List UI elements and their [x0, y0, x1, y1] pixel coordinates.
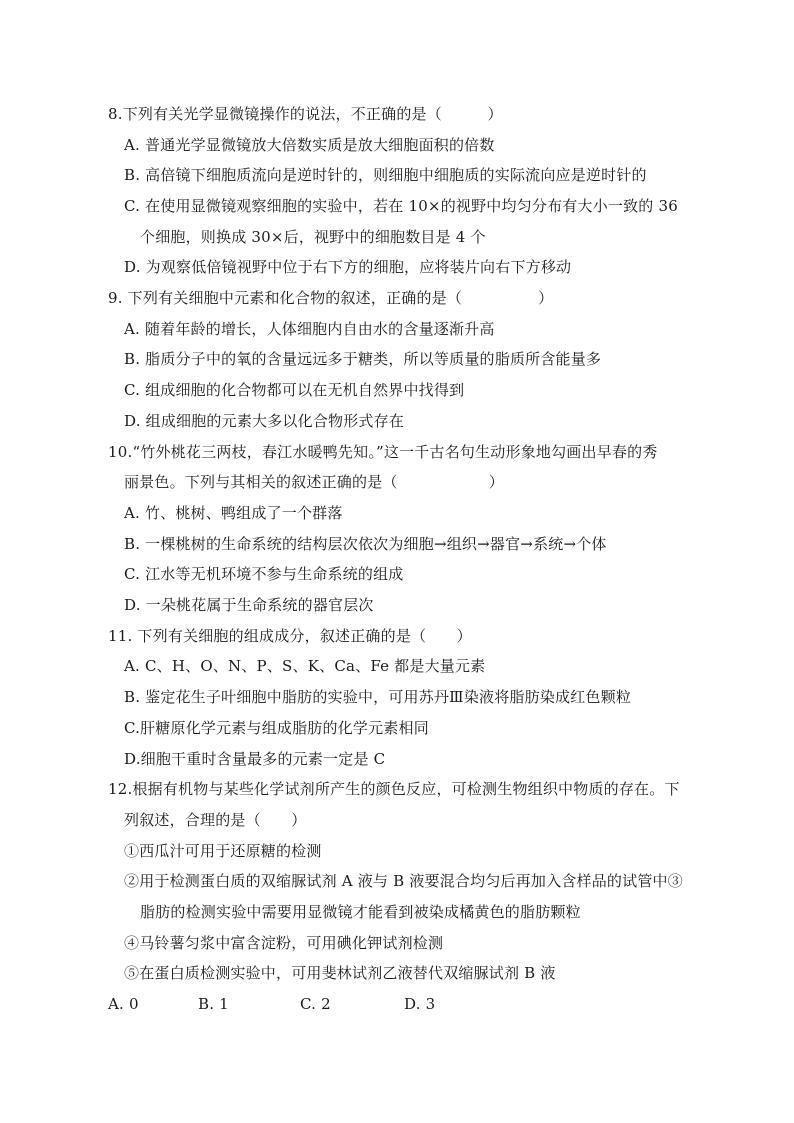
question-12-choice-b: B. 1 — [198, 995, 229, 1013]
question-9-option-d: D. 组成细胞的元素大多以化合物形式存在 — [124, 412, 405, 430]
question-12-item-5: ⑤在蛋白质检测实验中，可用斐林试剂乙液替代双缩脲试剂 B 液 — [124, 964, 556, 982]
question-12-item-4: ④马铃薯匀浆中富含淀粉，可用碘化钾试剂检测 — [124, 934, 444, 952]
question-12-choice-a: A. 0 — [108, 995, 139, 1013]
question-8-option-a: A. 普通光学显微镜放大倍数实质是放大细胞面积的倍数 — [124, 136, 495, 154]
question-8-option-b: B. 高倍镜下细胞质流向是逆时针的，则细胞中细胞质的实际流向应是逆时针的 — [124, 166, 647, 184]
question-12-choice-c: C. 2 — [300, 995, 331, 1013]
question-9-option-a: A. 随着年龄的增长，人体细胞内自由水的含量逐渐升高 — [124, 320, 495, 338]
question-9-option-c: C. 组成细胞的化合物都可以在无机自然界中找得到 — [124, 381, 465, 399]
question-10-option-b: B. 一棵桃树的生命系统的结构层次依次为细胞→组织→器官→系统→个体 — [124, 535, 607, 553]
question-12-stem-cont: 列叙述，合理的是（ ） — [124, 811, 307, 829]
question-12-item-3: 脂肪的检测实验中需要用显微镜才能看到被染成橘黄色的脂肪颗粒 — [140, 903, 581, 921]
question-11-option-b: B. 鉴定花生子叶细胞中脂肪的实验中，可用苏丹Ⅲ染液将脂肪染成红色颗粒 — [124, 688, 632, 706]
question-11-option-d: D.细胞干重时含量最多的元素一定是 C — [124, 750, 386, 768]
question-12-stem: 12.根据有机物与某些化学试剂所产生的颜色反应，可检测生物组织中物质的存在。下 — [108, 780, 680, 798]
question-10-option-d: D. 一朵桃花属于生命系统的器官层次 — [124, 596, 374, 614]
question-10-option-c: C. 江水等无机环境不参与生命系统的组成 — [124, 565, 404, 583]
question-8-option-d: D. 为观察低倍镜视野中位于右下方的细胞，应将装片向右下方移动 — [124, 258, 572, 276]
question-12-item-1: ①西瓜汁可用于还原糖的检测 — [124, 842, 322, 860]
question-11-option-a: A. C、H、O、N、P、S、K、Ca、Fe 都是大量元素 — [124, 657, 486, 675]
question-11-stem: 11. 下列有关细胞的组成成分，叙述正确的是（ ） — [108, 627, 472, 645]
question-10-option-a: A. 竹、桃树、鸭组成了一个群落 — [124, 504, 343, 522]
question-12-item-2: ②用于检测蛋白质的双缩脲试剂 A 液与 B 液要混合均匀后再加入含样品的试管中③ — [124, 872, 683, 890]
question-12-choice-d: D. 3 — [404, 995, 436, 1013]
question-10-stem-cont: 丽景色。下列与其相关的叙述正确的是（ ） — [124, 473, 505, 491]
question-10-stem: 10.“竹外桃花三两枝，春江水暖鸭先知。”这一千古名句生动形象地勾画出早春的秀 — [108, 443, 658, 461]
question-8-stem: 8.下列有关光学显微镜操作的说法，不正确的是（ ） — [108, 105, 503, 123]
question-8-option-c-cont: 个细胞，则换成 30×后，视野中的细胞数目是 4 个 — [140, 228, 486, 246]
question-9-stem: 9. 下列有关细胞中元素和化合物的叙述，正确的是（ ） — [108, 289, 554, 307]
question-11-option-c: C.肝糖原化学元素与组成脂肪的化学元素相同 — [124, 719, 429, 737]
question-9-option-b: B. 脂质分子中的氧的含量远远多于糖类，所以等质量的脂质所含能量多 — [124, 350, 602, 368]
question-8-option-c: C. 在使用显微镜观察细胞的实验中，若在 10×的视野中均匀分布有大小一致的 36 — [124, 197, 678, 215]
